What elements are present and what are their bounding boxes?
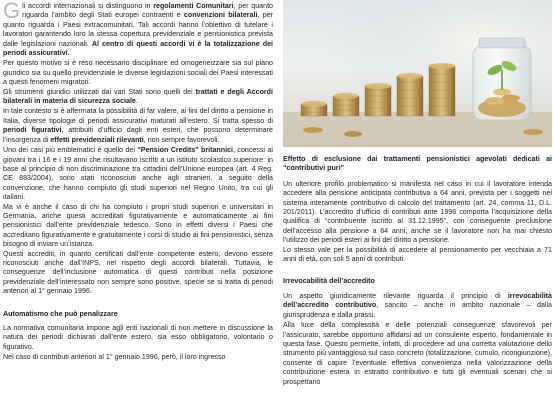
paragraph-germany: Ma vi è anche il caso di chi ha compiuto i propri studi superiori e universitari in Germania, anche questi accreditati figurativamente e automaticamente ai fini pensionistici dall’ente previdenziale tedesco. Sono in effetti diversi i Paesi che accreditano figurativamente e gratuitamente i corsi di studio ai fini pensionistici, senza bisogno di inviare un’istanza. (3, 202, 273, 249)
paragraph-consultant: Alla luce della complessità e delle potenziali conseguenze sfavorevoli per l’assicurato, sarebbe opportuno affidarsi ad un consulente esperto, fondamentale in questa fase. Questo permette, infatti, di procedere ad una corretta valutazione dello strumento più vantaggioso sul caso concreto (totalizzazione, cumulo, ricongiunzione), consente di capire l’eventuale effettiva convenienza nella valorizzazione della contribuzione estera in estratto contributivo e tutti gli eventuali scenari che si prospettano (283, 321, 552, 386)
paragraph-harmonization: Per questo motivo si è reso necessario disciplinare ed omogeneizzare sia sul piano giuridico sia su quello previdenziale le diverse legislazioni sociali dei Paesi interessati a questi fenomeni migratori. (3, 59, 273, 87)
paragraph-pre-1996: Nel caso di contributi anteriori al 1° gennaio 1996, però, il loro ingresso (3, 353, 226, 362)
section-heading-automatism: Automatismo che può penalizzare (3, 309, 118, 318)
paragraph-figurative-periods: In tale contesto si è affermata la possibilità di far valere, ai fini del diritto a pensione in Italia, diverse tipologie di periodi assicurativi maturati all’estero. Si tratta spesso di periodi figurativi, attribuiti d’ufficio dagli enti esteri, che possono determinare l’insorgenza di effetti previdenziali rilevanti, non sempre favorevoli. (3, 107, 273, 144)
intro-paragraph: Gli accordi internazionali si distinguono in regolamenti Comunitari, per quanto riguarda l’ambito degli Stati europei contraenti e convenzioni bilaterali, per quanto riguarda i Paesi extracomunitari. Tali accordi hanno l’obiettivo di tutelare i lavoratori garantendo loro la stessa copertura previdenziale e pensionistica prevista dalle legislazioni nazionali. Al centro di questi accordi vi è la totalizzazione dei periodi assicurativi. (3, 0, 274, 58)
drop-cap: G (3, 0, 21, 23)
paragraph-eu-rules: La normativa comunitaria impone agli enti nazionali di non mettere in discussione la natura dei periodi dichiarati dall’ente estero, sia esso obbligatorio, volontario o figurativo. (3, 324, 273, 351)
paragraph-pension-credits: Uno dei casi più emblematici è quello dei "Pension Credits" britannici, concessi ai giovani tra i 16 e i 19 anni che risultavano iscritti a un istituto scolastico superiore: in base al principio di non discriminazione tra cittadini dell’Unione europea (art. 4 Reg. CE 883/2004), sono stati riconosciuti anche agli stranieri, a seguito della convenzione, che hanno compiuto gli studi superiori nel Regno Unito, tra cui gli italiani. (3, 146, 273, 202)
paragraph-old-age: Lo stesso vale per la possibilità di accedere al pensionamento per vecchiaia a 71 anni di età, con soli 5 anni di contributi. (283, 245, 552, 264)
coins-jar-photo (283, 0, 552, 147)
left-column (3, 2, 273, 363)
coins-jar-illustration (283, 0, 552, 147)
paragraph-legal-instruments: Gli strumenti giuridici utilizzati dai vari Stati sono quelli dei trattati e degli Accordi bilaterali in materia di sicurezza sociale. (3, 87, 273, 106)
right-column (283, 155, 552, 387)
paragraph-inps: Questi accrediti, in quanto certificati dall’ente competente estero, devono essere riconosciuti anche dall’INPS, nel rispetto degli accordi bilaterali. Tuttavia, le conseguenze dell’inclusione automatica di questi contributi nella posizione previdenziale dell’interessato non sempre sono positive, specie se si tratta di periodi anteriori al 1° gennaio 1996. (3, 249, 273, 296)
section-heading-exclusion: Effetto di esclusione dai trattamenti pensionistici agevolati dedicati ai “contributivi puri” (283, 155, 552, 173)
paragraph-irrevocability: Un aspetto giuridicamente rilevante riguarda il principio di irrevocabilità dell’accredito contributivo, sancito – anche in ambito nazionale – dalla giurisprudenza e dalla prassi. (283, 291, 553, 319)
section-heading-irrevocability: Irrevocabilità dell’accredito (283, 277, 375, 286)
paragraph-early-pension: Un ulteriore profilo problematico si manifesta nel caso in cui il lavoratore intenda accedere alla pensione anticipata contributiva a 64 anni, prevista per i soggetti nel sistema interamente contributivo di calcolo del trattamento (art. 24, comma 11, D.L. 201/2011). L’accredito d’ufficio di contributi ante 1996 comporta l’acquisizione della qualifica di “contribuente iscritto al 31.12.1995”, con conseguente preclusione dell’accesso alla pensione a 64 anni, anche se il lavoratore non ha mai chiesto l’utilizzo dei periodi esteri ai fini del diritto a pensione. (283, 179, 552, 245)
